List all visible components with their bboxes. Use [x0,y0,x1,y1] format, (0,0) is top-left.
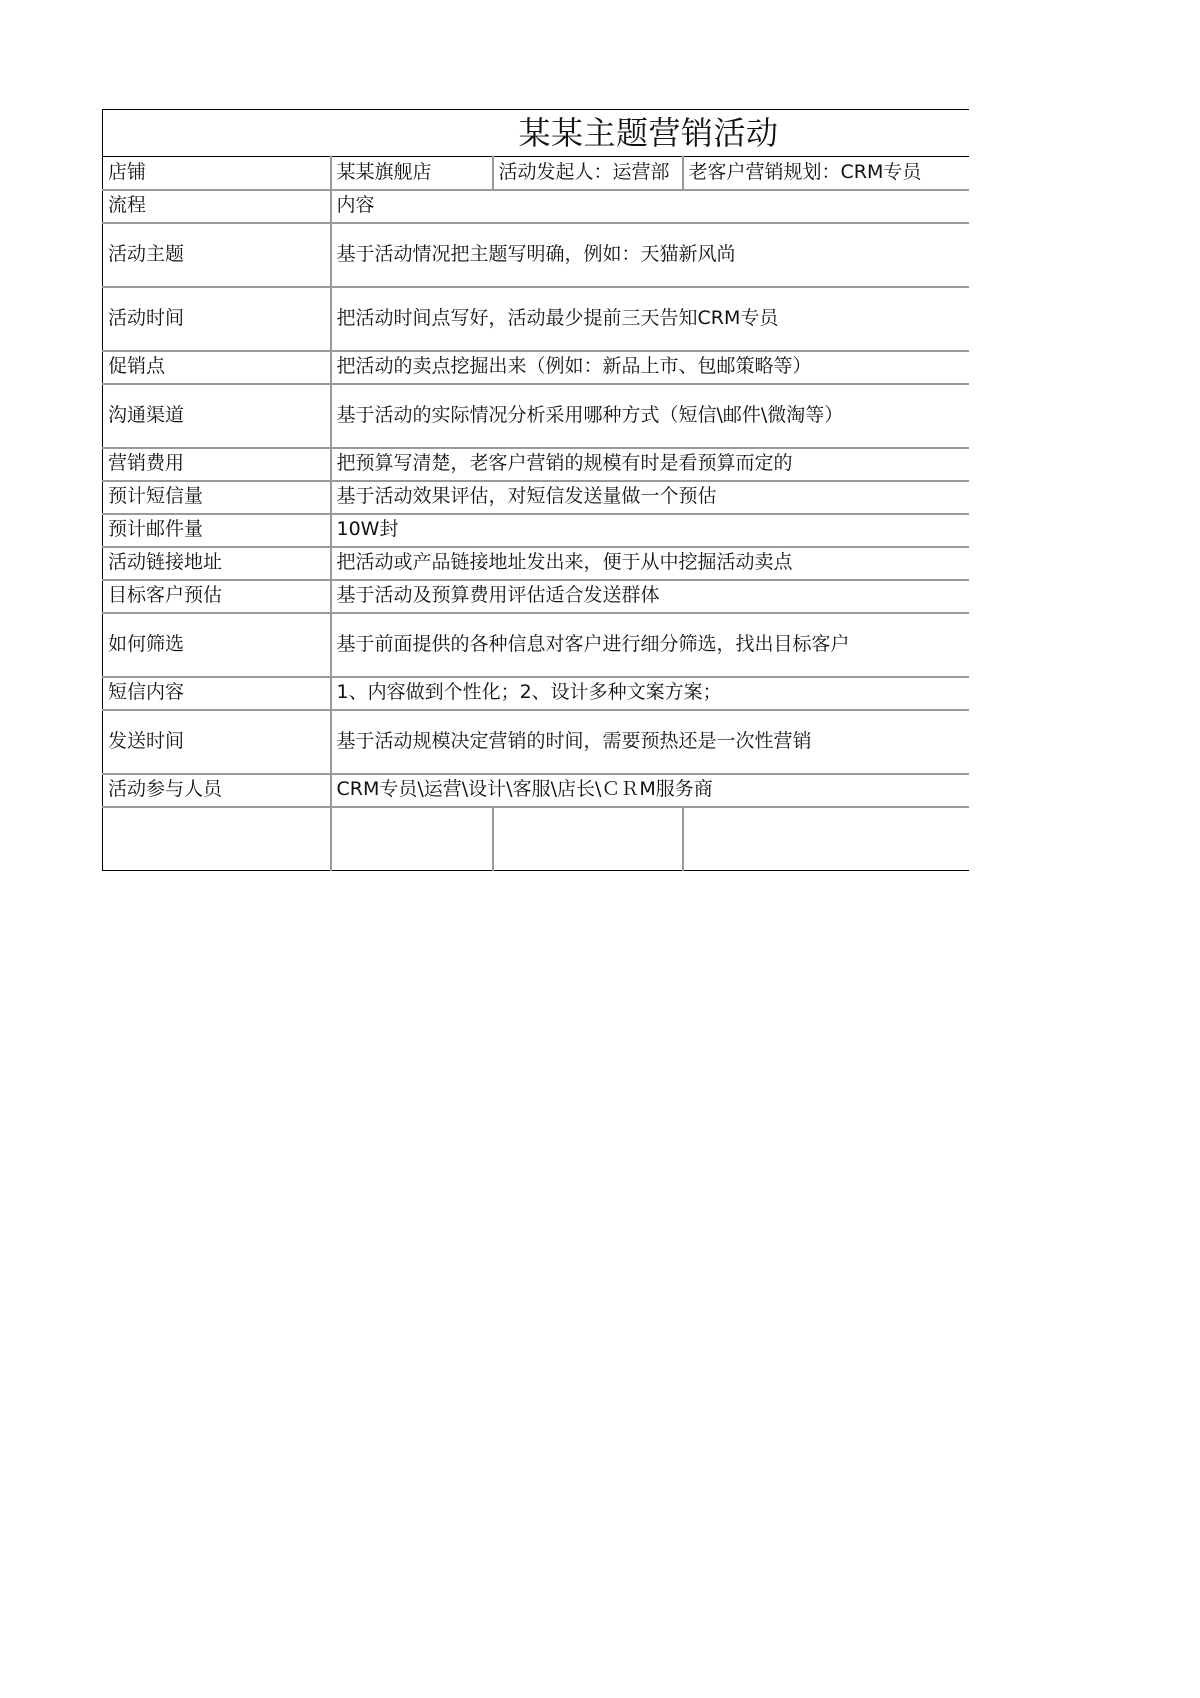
row-label: 促销点 [103,351,331,384]
table-row [103,613,969,677]
table-row [103,223,969,287]
row-value: 10W封 [331,514,969,547]
row-label: 活动链接地址 [103,547,331,580]
shop-value: 某某旗舰店 [331,157,493,190]
process-header: 流程 [103,190,331,223]
row-label: 沟通渠道 [103,384,331,448]
row-label: 目标客户预估 [103,580,331,613]
table-row [103,547,969,580]
row-value: 基于前面提供的各种信息对客户进行细分筛选，找出目标客户 [331,613,969,677]
row-label: 预计短信量 [103,481,331,514]
table-row [103,481,969,514]
table-row [103,287,969,351]
sheet-title: 某某主题营销活动 [103,110,969,157]
table-row [103,677,969,710]
empty-row [103,807,969,871]
row-value: 把预算写清楚，老客户营销的规模有时是看预算而定的 [331,448,969,481]
row-value: CRM专员\运营\设计\客服\店长\ＣＲM服务商 [331,774,969,807]
empty-cell [331,807,493,871]
row-value: 1、内容做到个性化；2、设计多种文案方案； [331,677,969,710]
row-value: 基于活动情况把主题写明确，例如：天猫新风尚 [331,223,969,287]
planner: 老客户营销规划：CRM专员 [683,157,969,190]
info-row [103,157,969,190]
empty-cell [683,807,969,871]
row-label: 如何筛选 [103,613,331,677]
row-value: 基于活动的实际情况分析采用哪种方式（短信\邮件\微淘等） [331,384,969,448]
row-value: 把活动或产品链接地址发出来，便于从中挖掘活动卖点 [331,547,969,580]
table-row [103,580,969,613]
empty-cell [103,807,331,871]
table-row [103,448,969,481]
row-label: 短信内容 [103,677,331,710]
row-value: 基于活动规模决定营销的时间，需要预热还是一次性营销 [331,710,969,774]
row-label: 预计邮件量 [103,514,331,547]
row-label: 营销费用 [103,448,331,481]
row-label: 活动参与人员 [103,774,331,807]
table-row [103,514,969,547]
table-row [103,774,969,807]
empty-cell [493,807,683,871]
row-value: 基于活动效果评估，对短信发送量做一个预估 [331,481,969,514]
header-row [103,190,969,223]
row-value: 把活动时间点写好，活动最少提前三天告知CRM专员 [331,287,969,351]
row-value: 把活动的卖点挖掘出来（例如：新品上市、包邮策略等） [331,351,969,384]
table-row [103,710,969,774]
shop-label: 店铺 [103,157,331,190]
row-label: 活动主题 [103,223,331,287]
row-label: 活动时间 [103,287,331,351]
content-header: 内容 [331,190,969,223]
title-row [103,110,969,157]
marketing-plan-table [102,109,969,871]
row-value: 基于活动及预算费用评估适合发送群体 [331,580,969,613]
row-label: 发送时间 [103,710,331,774]
table-row [103,384,969,448]
initiator: 活动发起人：运营部 [493,157,683,190]
table-row [103,351,969,384]
